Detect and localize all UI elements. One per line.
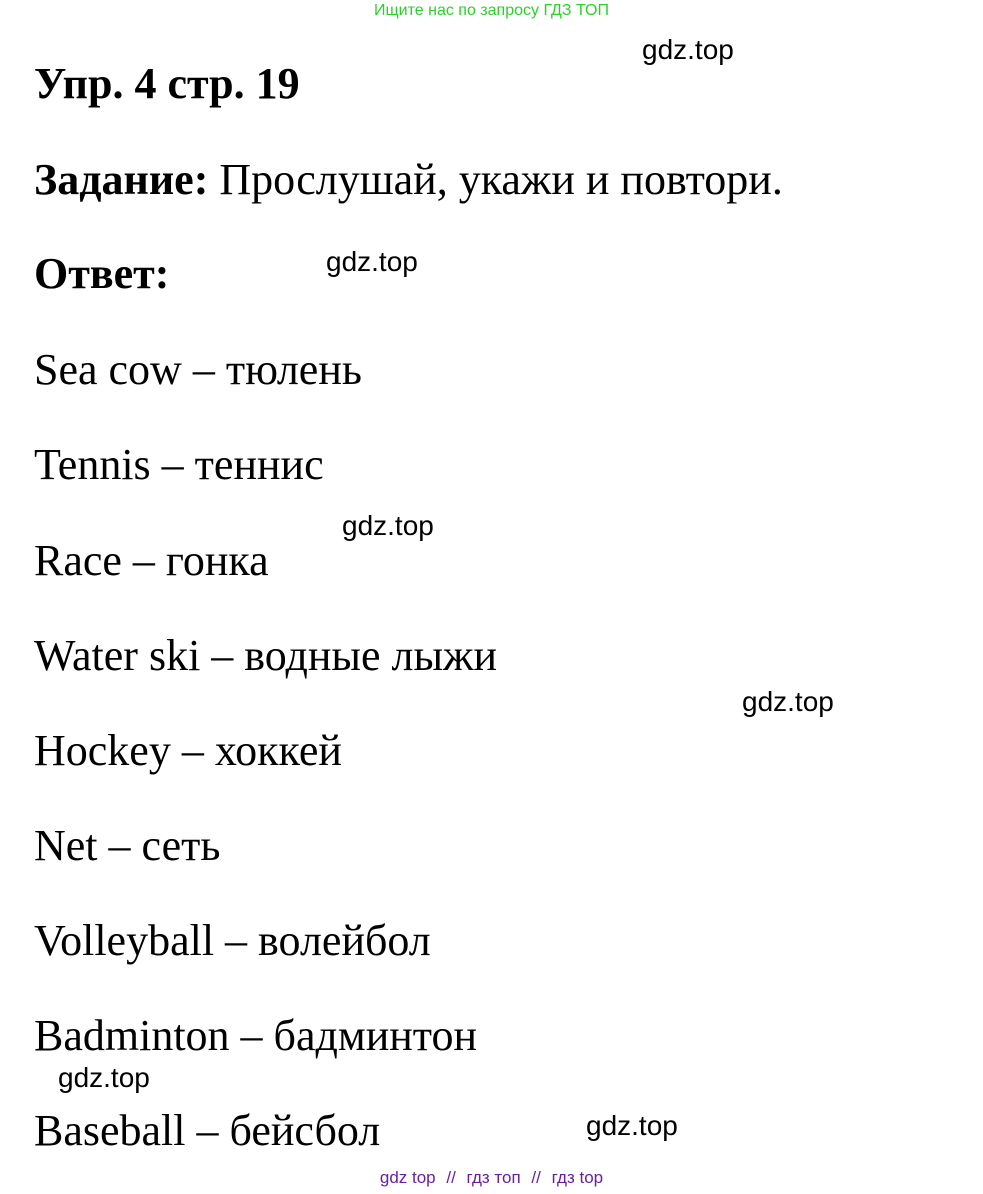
watermark: gdz.top <box>586 1110 678 1141</box>
exercise-heading: Упр. 4 стр. 19 <box>34 59 300 108</box>
answer-label: Ответ: <box>34 249 170 298</box>
answer-item: Sea cow – тюлень <box>34 345 362 394</box>
answer-item: Net – сеть <box>34 821 221 870</box>
top-note: Ищите нас по запросу ГДЗ ТОП <box>374 2 609 19</box>
footer-link[interactable]: гдз top <box>551 1168 604 1187</box>
answer-item: Baseball – бейсбол <box>34 1106 381 1155</box>
watermark: gdz.top <box>326 246 418 277</box>
watermark: gdz.top <box>58 1062 150 1093</box>
task-label: Задание: <box>34 155 209 204</box>
answer-item: Tennis – теннис <box>34 440 324 489</box>
footer-separator: // <box>446 1168 456 1187</box>
answer-item: Race – гонка <box>34 536 269 585</box>
task-text: Прослушай, укажи и повтори. <box>219 155 783 204</box>
watermark: gdz.top <box>642 34 734 65</box>
watermark: gdz.top <box>742 686 834 717</box>
answer-item: Water ski – водные лыжи <box>34 631 497 680</box>
footer-links <box>0 1168 983 1188</box>
answer-item: Volleyball – волейбол <box>34 916 431 965</box>
watermark: gdz.top <box>342 510 434 541</box>
answer-item: Badminton – бадминтон <box>34 1011 477 1060</box>
footer-separator: // <box>531 1168 541 1187</box>
answer-item: Hockey – хоккей <box>34 726 342 775</box>
task-line <box>34 154 783 206</box>
footer-link[interactable]: gdz top <box>379 1168 436 1187</box>
footer-link[interactable]: гдз топ <box>466 1168 521 1187</box>
